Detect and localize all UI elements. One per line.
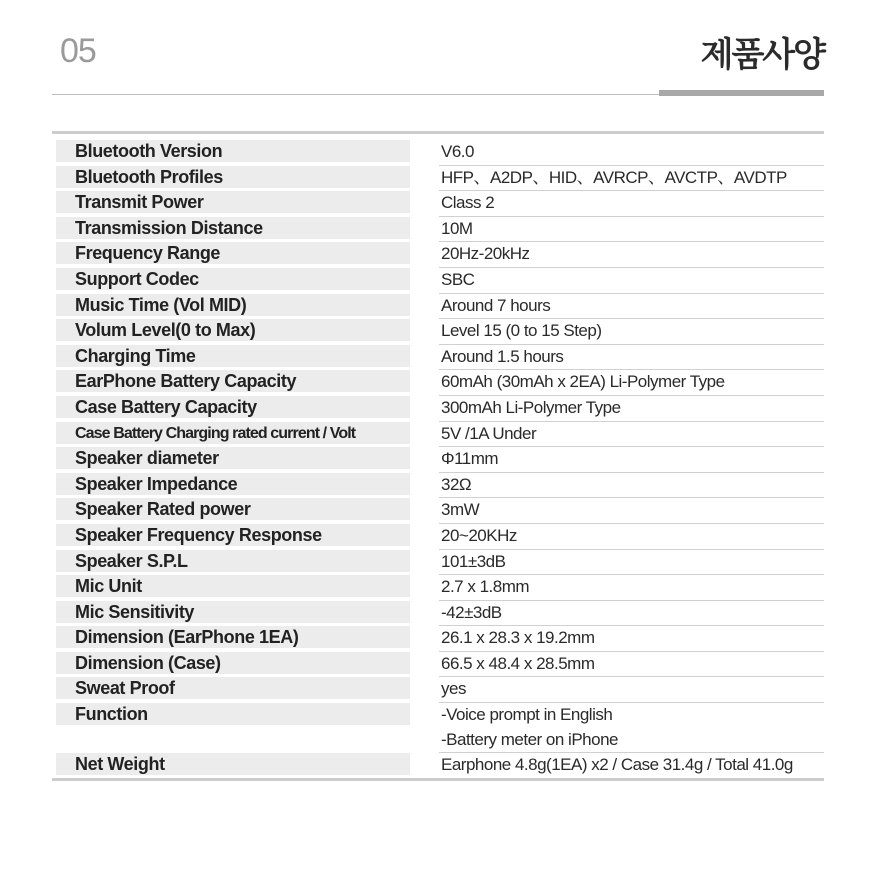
spec-label: Speaker Frequency Response (56, 524, 410, 546)
spec-value-line: 5V /1A Under (441, 423, 537, 443)
spec-value (439, 753, 824, 778)
spec-row (52, 447, 824, 473)
spec-row (52, 575, 824, 601)
spec-value (439, 345, 824, 371)
spec-label: Mic Unit (56, 575, 410, 597)
spec-row (52, 498, 824, 524)
spec-value (439, 550, 824, 576)
spec-value-line: V6.0 (441, 142, 474, 161)
spec-value-line: 2.7 x 1.8mm (441, 577, 530, 597)
spec-label: Bluetooth Version (56, 140, 410, 162)
spec-row (52, 601, 824, 627)
spec-row (52, 626, 824, 652)
spec-value-line: Earphone 4.8g(1EA) x2 / Case 31.4g / Total 41.0g (441, 755, 793, 775)
spec-value (439, 140, 824, 166)
spec-row (52, 294, 824, 320)
spec-value-line: 20Hz-20kHz (441, 244, 530, 264)
spec-label: Speaker Impedance (56, 473, 410, 495)
spec-value-line: 3mW (441, 500, 480, 520)
spec-label: Bluetooth Profiles (56, 166, 410, 188)
spec-label: Dimension (Case) (56, 652, 410, 674)
spec-row (52, 166, 824, 192)
spec-label: Music Time (Vol MID) (56, 294, 410, 316)
spec-value (439, 447, 824, 473)
spec-value-line: Level 15 (0 to 15 Step) (441, 321, 602, 341)
spec-value (439, 319, 824, 345)
spec-value-line: 10M (441, 218, 473, 238)
spec-row (52, 140, 824, 166)
spec-row (52, 370, 824, 396)
spec-value-line: Around 1.5 hours (441, 346, 564, 366)
spec-value-line: yes (441, 679, 466, 699)
spec-label: Speaker Rated power (56, 498, 410, 520)
spec-value (439, 422, 824, 448)
spec-value (439, 473, 824, 499)
spec-row (52, 319, 824, 345)
spec-value (439, 575, 824, 601)
spec-row (52, 191, 824, 217)
spec-value (439, 498, 824, 524)
spec-label: Charging Time (56, 345, 410, 367)
spec-value (439, 370, 824, 396)
spec-value (439, 217, 824, 243)
spec-row (52, 677, 824, 703)
spec-label: Case Battery Capacity (56, 396, 410, 418)
spec-label: Sweat Proof (56, 677, 410, 699)
spec-value-line: Around 7 hours (441, 295, 551, 315)
spec-label: Dimension (EarPhone 1EA) (56, 626, 410, 648)
spec-value-line: -Voice prompt in English (441, 705, 613, 725)
spec-label: Transmission Distance (56, 217, 410, 239)
spec-row (52, 345, 824, 371)
spec-value-line: 300mAh Li-Polymer Type (441, 397, 621, 417)
spec-label: Case Battery Charging rated current / Volt (56, 422, 410, 444)
spec-value (439, 396, 824, 422)
spec-value-line: 32Ω (441, 474, 472, 494)
spec-value-line: -42±3dB (441, 602, 502, 622)
spec-row (52, 396, 824, 422)
spec-value (439, 294, 824, 320)
spec-row (52, 268, 824, 294)
spec-value (439, 626, 824, 652)
spec-value (439, 601, 824, 627)
header-accent-bar (659, 90, 824, 96)
spec-row (52, 473, 824, 499)
spec-label: Speaker diameter (56, 447, 410, 469)
spec-row (52, 550, 824, 576)
spec-row (52, 753, 824, 778)
spec-label: Speaker S.P.L (56, 550, 410, 572)
spec-label: Function (56, 703, 410, 725)
spec-row (52, 652, 824, 678)
spec-value-line: 66.5 x 48.4 x 28.5mm (441, 653, 595, 673)
spec-value (439, 703, 824, 753)
spec-label: EarPhone Battery Capacity (56, 370, 410, 392)
spec-value-line: 26.1 x 28.3 x 19.2mm (441, 628, 595, 648)
spec-label: Support Codec (56, 268, 410, 290)
spec-row (52, 242, 824, 268)
spec-value (439, 166, 824, 192)
spec-label: Net Weight (56, 753, 410, 775)
page-number: 05 (60, 32, 96, 70)
spec-label: Volum Level(0 to Max) (56, 319, 410, 341)
spec-value-line: 20~20KHz (441, 525, 517, 545)
spec-value (439, 191, 824, 217)
spec-value (439, 242, 824, 268)
spec-row (52, 524, 824, 550)
spec-row (52, 217, 824, 243)
spec-table (52, 131, 824, 781)
spec-value-line: Class 2 (441, 193, 495, 213)
spec-label: Transmit Power (56, 191, 410, 213)
section-title: 제품사양 (700, 35, 824, 75)
spec-row (52, 703, 824, 753)
spec-value-line: 60mAh (30mAh x 2EA) Li-Polymer Type (441, 372, 725, 392)
spec-value-line: Φ11mm (441, 449, 499, 469)
spec-row (52, 422, 824, 448)
spec-value-line: HFP、A2DP、HID、AVRCP、AVCTP、AVDTP (441, 167, 787, 187)
spec-label: Mic Sensitivity (56, 601, 410, 623)
spec-value-line: SBC (441, 269, 475, 289)
spec-label: Frequency Range (56, 242, 410, 264)
spec-value (439, 652, 824, 678)
spec-value-line: 101±3dB (441, 551, 506, 571)
spec-value-line: -Battery meter on iPhone (441, 729, 618, 749)
spec-value (439, 524, 824, 550)
spec-value (439, 268, 824, 294)
spec-value (439, 677, 824, 703)
